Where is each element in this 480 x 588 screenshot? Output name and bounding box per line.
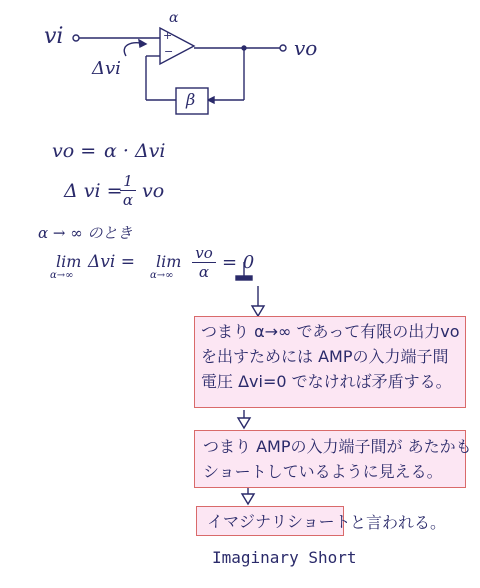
arrow-1-bar — [236, 276, 252, 280]
lim-left-expr: Δvi = — [88, 252, 135, 272]
arrow-2-head — [252, 306, 264, 316]
box1-line-3: 電圧 Δvi=0 でなければ矛盾する。 — [201, 372, 452, 391]
eq2-fraction — [120, 172, 136, 209]
eq1-rhs: α · Δvi — [104, 140, 166, 162]
lim-right-denominator: α — [198, 263, 210, 281]
box3-label: イマジナリショート — [207, 512, 351, 531]
imaginary-short-box — [196, 506, 351, 536]
box2-line-1: つまり AMPの入力端子間が あたかも — [203, 437, 472, 456]
plus-sign: + — [163, 29, 173, 42]
output-label: vo — [294, 36, 318, 60]
explanation-box-2 — [194, 430, 472, 488]
lim-right-word: lim — [156, 252, 182, 271]
condition-text: α → ∞ のとき — [38, 224, 133, 242]
box1-line-1: つまり α→∞ であって有限の出力vo — [201, 322, 460, 341]
box1-line-2: を出すためには AMPの入力端子間 — [201, 347, 449, 366]
box3-suffix: と言われる。 — [350, 513, 447, 532]
lim-result: = 0 — [222, 252, 255, 273]
delta-vi-label: Δvi — [92, 58, 121, 79]
input-label: vi — [44, 24, 64, 49]
eq2-lhs: Δ vi = — [64, 180, 123, 202]
input-terminal — [73, 35, 79, 41]
gain-label: α — [169, 10, 179, 26]
eq1-lhs: vo = — [52, 140, 97, 162]
beta-label: β — [186, 90, 196, 109]
eq2-numerator: 1 — [120, 172, 136, 191]
output-terminal — [280, 45, 286, 51]
feedback-arrow — [208, 97, 214, 103]
lim-left-word: lim — [56, 252, 82, 271]
explanation-box-1 — [194, 316, 466, 408]
lim-right-fraction — [192, 244, 216, 281]
lim-left-sub: α→∞ — [50, 270, 74, 281]
eq2-denominator: α — [122, 191, 134, 209]
arrow-3-head — [238, 418, 250, 428]
arrow-4-head — [242, 494, 254, 504]
lim-right-numerator: vo — [192, 244, 216, 263]
lim-right-sub: α→∞ — [150, 270, 174, 281]
eq2-tail: vo — [142, 180, 165, 202]
box2-line-2: ショートしているように見える。 — [203, 462, 443, 481]
footer-caption: Imaginary Short — [212, 548, 357, 567]
minus-sign: − — [164, 45, 174, 58]
